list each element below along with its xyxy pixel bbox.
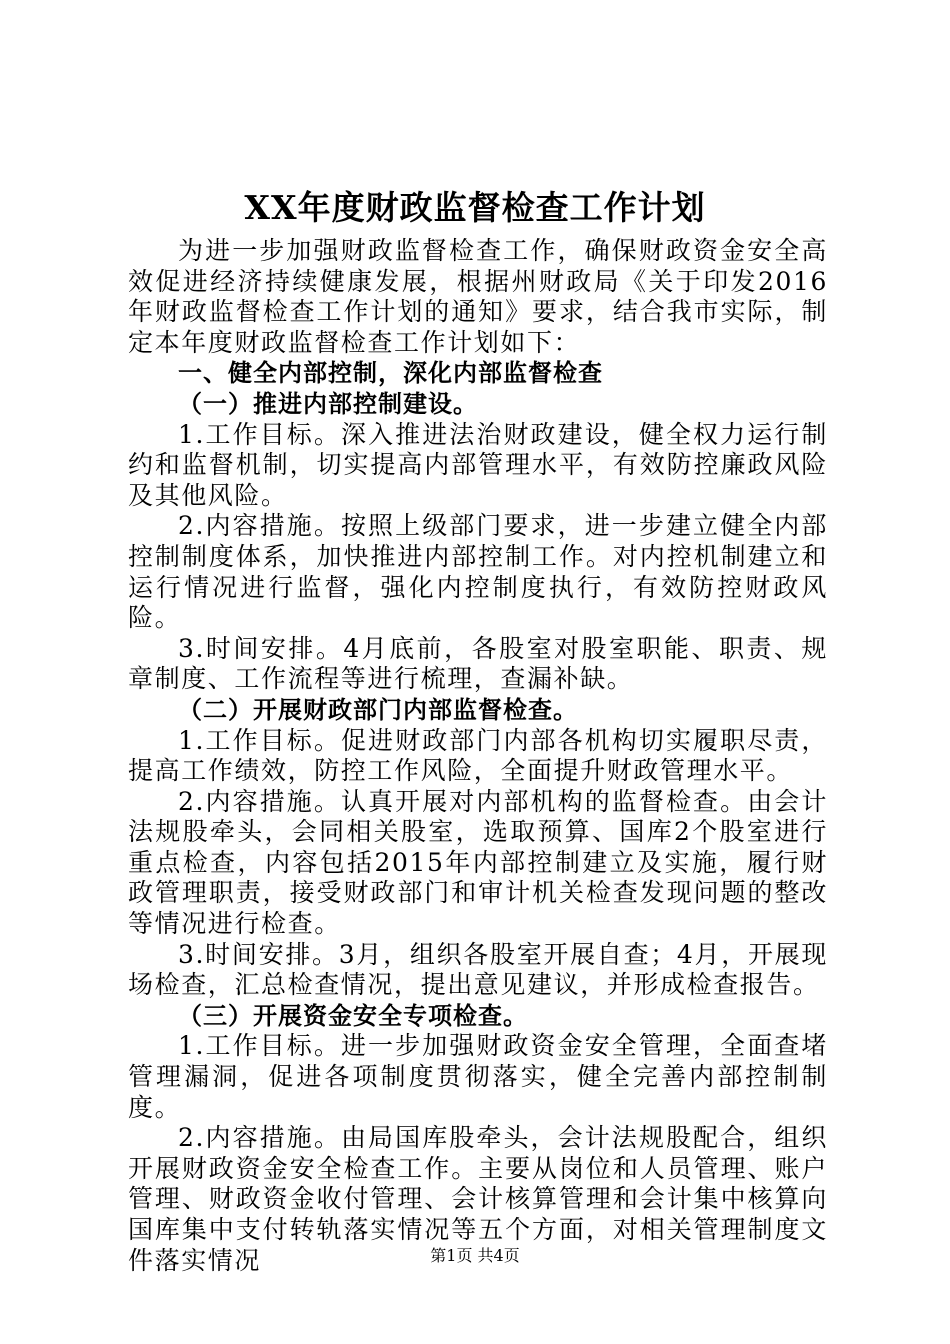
subsection-heading-3: （三）开展资金安全专项检查。 — [178, 1001, 528, 1030]
paragraph-1-1-schedule: 3.时间安排。4月底前，各股室对股室职能、职责、规章制度、工作流程等进行梳理，查漏补缺。 — [128, 633, 828, 694]
paragraph-1-1-goal: 1.工作目标。深入推进法治财政建设，健全权力运行制约和监督机制，切实提高内部管理水平，有效防控廉政风险及其他风险。 — [128, 419, 828, 510]
section-heading-1: 一、健全内部控制，深化内部监督检查 — [178, 359, 603, 388]
paragraph-1-1-measures: 2.内容措施。按照上级部门要求，进一步建立健全内部控制制度体系，加快推进内部控制工作。对内控机制建立和运行情况进行监督，强化内控制度执行，有效防控财政风险。 — [128, 511, 828, 633]
paragraph-1-2-measures: 2.内容措施。认真开展对内部机构的监督检查。由会计法规股牵头，会同相关股室，选取预算、国库2个股室进行重点检查，内容包括2015年内部控制建立及实施，履行财政管理职责，接受财政部门和审计机关检查发现问题的整改等情况进行检查。 — [128, 786, 828, 939]
paragraph-1-2-goal: 1.工作目标。促进财政部门内部各机构切实履职尽责，提高工作绩效，防控工作风险，全面提升财政管理水平。 — [128, 725, 828, 786]
page-footer: 第1页 共4页 — [430, 1246, 520, 1265]
subsection-heading-1: （一）推进内部控制建设。 — [178, 389, 478, 418]
document-body — [128, 236, 828, 1276]
paragraph-intro: 为进一步加强财政监督检查工作，确保财政资金安全高效促进经济持续健康发展，根据州财政局《关于印发2016年财政监督检查工作计划的通知》要求，结合我市实际，制定本年度财政监督检查工作计划如下： — [128, 236, 828, 357]
paragraph-1-3-goal: 1.工作目标。进一步加强财政资金安全管理，全面查堵管理漏洞，促进各项制度贯彻落实，健全完善内部控制制度。 — [128, 1031, 828, 1122]
paragraph-1-2-schedule: 3.时间安排。3月，组织各股室开展自查；4月，开展现场检查，汇总检查情况，提出意见建议，并形成检查报告。 — [128, 939, 828, 1000]
paragraph-1-3-measures: 2.内容措施。由局国库股牵头，会计法规股配合，组织开展财政资金安全检查工作。主要从岗位和人员管理、账户管理、财政资金收付管理、会计核算管理和会计集中核算向国库集中支付转轨落实情况等五个方面，对相关管理制度文件落实情况 — [128, 1123, 828, 1275]
subsection-heading-2: （二）开展财政部门内部监督检查。 — [178, 695, 578, 724]
document-title: XX年度财政监督检查工作计划 — [244, 188, 706, 227]
